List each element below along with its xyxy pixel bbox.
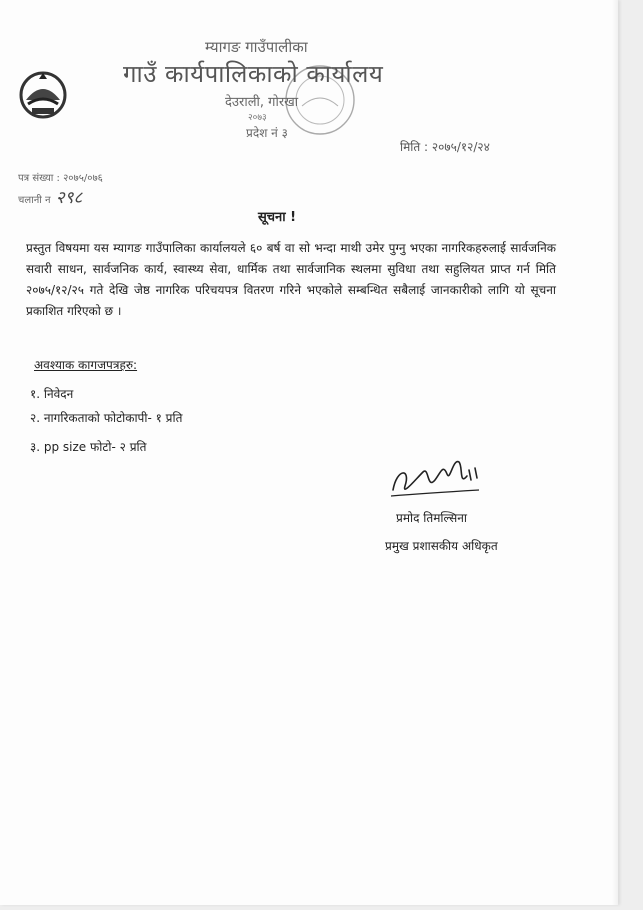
- dispatch-number: [18, 185, 82, 208]
- document-item-application: १. निवेदन: [30, 387, 74, 401]
- office-title: गाउँ कार्यपालिकाको कार्यालय: [123, 60, 384, 88]
- notice-body: प्रस्तुत विषयमा यस म्यागङ गाउँपालिका कार्यालयले ६० बर्ष वा सो भन्दा माथी उमेर पुग्नु भएका नागरिकहरुलाई सार्वजनिक सवारी साधन, सार्वजनिक कार्य, स्वास्थ्य सेवा, धार्मिक तथा सार्वजानिक स्थलमा सुविधा तथा सहुलियत प्राप्त गर्न मिति २०७५/१२/२५ गते देखि जेष्ठ नागरिक परिचयपत्र वितरण गरिने भएकोले सम्बन्धित सबैलाई जानकारीको लागि यो सूचना प्रकाशित गरिएको छ ।: [26, 241, 556, 318]
- office-year: २०७३: [248, 113, 267, 123]
- office-address: देउराली, गोरखा: [225, 95, 299, 110]
- signatory-title: प्रमुख प्रशासकीय अधिकृत: [385, 539, 498, 553]
- document-item-citizenship: २. नागरिकताको फोटोकापी- १ प्रति: [30, 411, 183, 425]
- document-item-photo: ३. pp size फोटो- २ प्रति: [30, 440, 147, 454]
- dispatch-value: २९८: [55, 188, 83, 208]
- letter-number: पत्र संख्या : २०७५/०७६: [18, 173, 103, 184]
- government-emblem-icon: [18, 70, 68, 120]
- signatory-name: प्रमोद तिमल्सिना: [396, 511, 467, 525]
- required-documents-heading: अवश्याक कागजपत्रहरु:: [34, 358, 138, 372]
- dispatch-label: चलानी न: [18, 195, 51, 206]
- letter-date: मिति : २०७५/१२/२४: [400, 140, 490, 154]
- notice-title: सूचना !: [258, 210, 297, 225]
- rural-municipality-name: म्यागङ गाउँपालीका: [205, 38, 308, 56]
- province-number: प्रदेश नं ३: [246, 126, 288, 140]
- signature-icon: [385, 450, 485, 508]
